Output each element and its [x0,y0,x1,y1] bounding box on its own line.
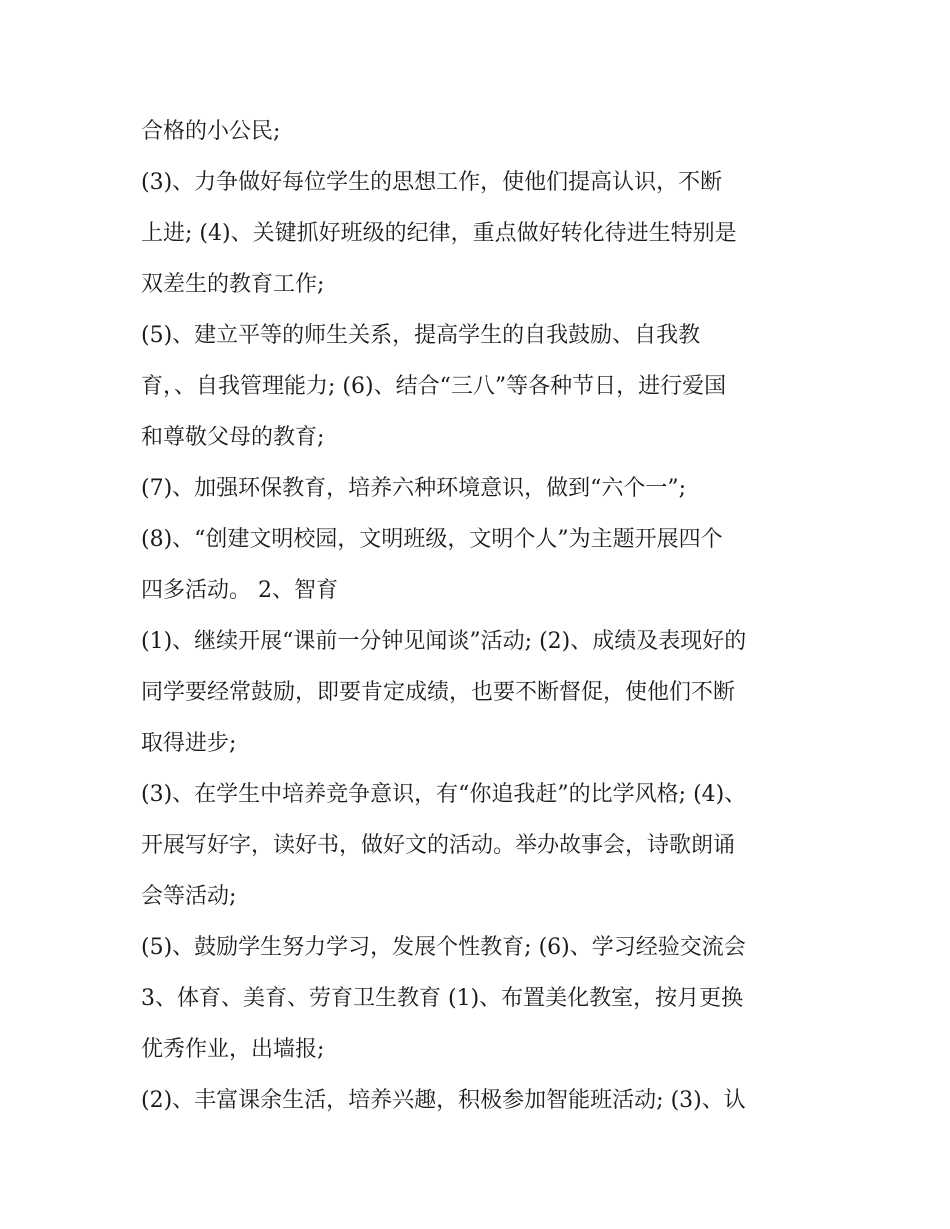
text-line: 双差生的教育工作; [141,272,325,297]
text-line: (3)、在学生中培养竞争意识，有“你追我赶”的比学风格; (4)、 [141,782,747,807]
text-line: 四多活动。 2、智育 [141,578,338,603]
text-line: 同学要经常鼓励，即要肯定成绩，也要不断督促，使他们不断 [141,680,736,705]
text-line: 优秀作业，出墙报; [141,1037,325,1062]
text-line: (5)、建立平等的师生关系，提高学生的自我鼓励、自我教 [141,323,701,348]
text-line: 合格的小公民; [141,119,281,144]
text-line: 上进; (4)、关键抓好班级的纪律，重点做好转化待进生特别是 [141,221,737,246]
text-line: (2)、丰富课余生活，培养兴趣，积极参加智能班活动; (3)、认 [141,1088,746,1113]
text-line: (3)、力争做好每位学生的思想工作，使他们提高认识，不断 [141,170,723,195]
text-line: 取得进步; [141,731,237,756]
text-line: (1)、继续开展“课前一分钟见闻谈”活动; (2)、成绩及表现好的 [141,629,747,654]
text-line: (8)、“创建文明校园，文明班级，文明个人”为主题开展四个 [141,527,723,552]
text-line: (5)、鼓励学生努力学习，发展个性教育; (6)、学习经验交流会 [141,935,746,960]
text-line: 3、体育、美育、劳育卫生教育 (1)、布置美化教室，按月更换 [141,986,744,1011]
text-line: (7)、加强环保教育，培养六种环境意识，做到“六个一”; [141,476,687,501]
document-body [141,106,821,1126]
text-line: 开展写好字，读好书，做好文的活动。举办故事会，诗歌朗诵 [141,833,736,858]
text-line: 和尊敬父母的教育; [141,425,325,450]
text-line: 育，、自我管理能力; (6)、结合“三八”等各种节日，进行爱国 [141,374,727,399]
text-line: 会等活动; [141,884,237,909]
